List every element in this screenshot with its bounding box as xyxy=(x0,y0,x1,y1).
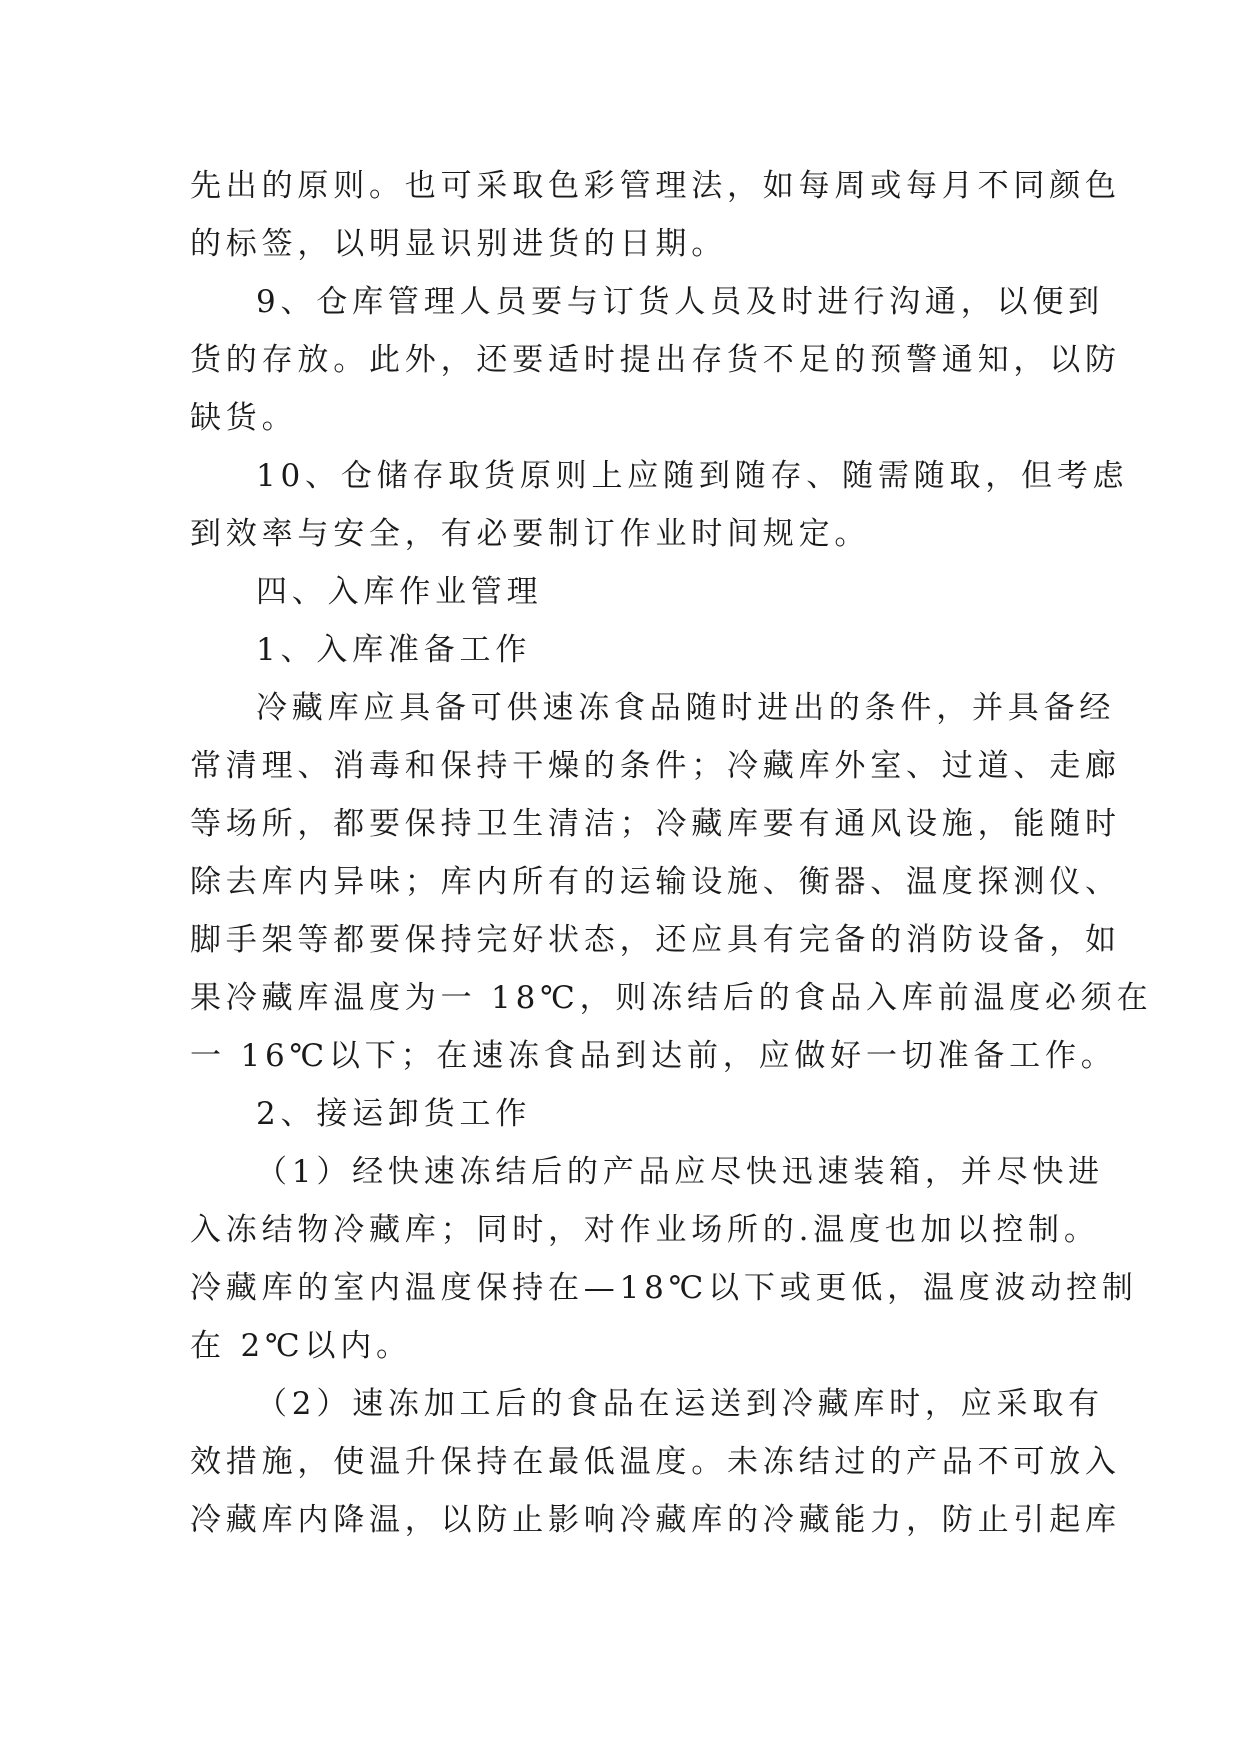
paragraph-start-line: 10、仓储存取货原则上应随到随存、随需随取，但考虑 xyxy=(256,458,1129,494)
paragraph-start-line: 9、仓库管理人员要与订货人员及时进行沟通，以便到 xyxy=(256,284,1104,320)
text-line: 先出的原则。也可采取色彩管理法，如每周或每月不同颜色 xyxy=(190,168,1121,204)
text-line: 冷藏库的室内温度保持在—18℃以下或更低，温度波动控制 xyxy=(190,1270,1138,1306)
text-line: 一 16℃以下；在速冻食品到达前，应做好一切准备工作。 xyxy=(190,1038,1117,1074)
text-line: 货的存放。此外，还要适时提出存货不足的预警通知，以防 xyxy=(190,342,1121,378)
text-line: 果冷藏库温度为一 18℃，则冻结后的食品入库前温度必须在 xyxy=(190,980,1153,1016)
text-line: 效措施，使温升保持在最低温度。未冻结过的产品不可放入 xyxy=(190,1444,1121,1480)
text-line: 缺货。 xyxy=(190,400,298,436)
text-line: 除去库内异味；库内所有的运输设施、衡器、温度探测仪、 xyxy=(190,864,1121,900)
body-text xyxy=(190,157,1153,1549)
paragraph-start-line: （1）经快速冻结后的产品应尽快迅速装箱，并尽快进 xyxy=(256,1154,1104,1190)
subsection-heading: 1、入库准备工作 xyxy=(256,632,532,668)
text-line: 的标签，以明显识别进货的日期。 xyxy=(190,226,727,262)
section-heading: 四、入库作业管理 xyxy=(256,574,543,610)
text-line: 脚手架等都要保持完好状态，还应具有完备的消防设备，如 xyxy=(190,922,1121,958)
text-line: 在 2℃以内。 xyxy=(190,1328,412,1364)
text-line: 到效率与安全，有必要制订作业时间规定。 xyxy=(190,516,871,552)
text-line: 常清理、消毒和保持干燥的条件；冷藏库外室、过道、走廊 xyxy=(190,748,1121,784)
paragraph-start-line: 冷藏库应具备可供速冻食品随时进出的条件，并具备经 xyxy=(256,690,1116,726)
text-line: 冷藏库内降温，以防止影响冷藏库的冷藏能力，防止引起库 xyxy=(190,1502,1121,1538)
text-line: 等场所，都要保持卫生清洁；冷藏库要有通风设施，能随时 xyxy=(190,806,1121,842)
text-line: 入冻结物冷藏库；同时，对作业场所的.温度也加以控制。 xyxy=(190,1212,1100,1248)
paragraph-start-line: （2）速冻加工后的食品在运送到冷藏库时，应采取有 xyxy=(256,1386,1104,1422)
subsection-heading: 2、接运卸货工作 xyxy=(256,1096,532,1132)
